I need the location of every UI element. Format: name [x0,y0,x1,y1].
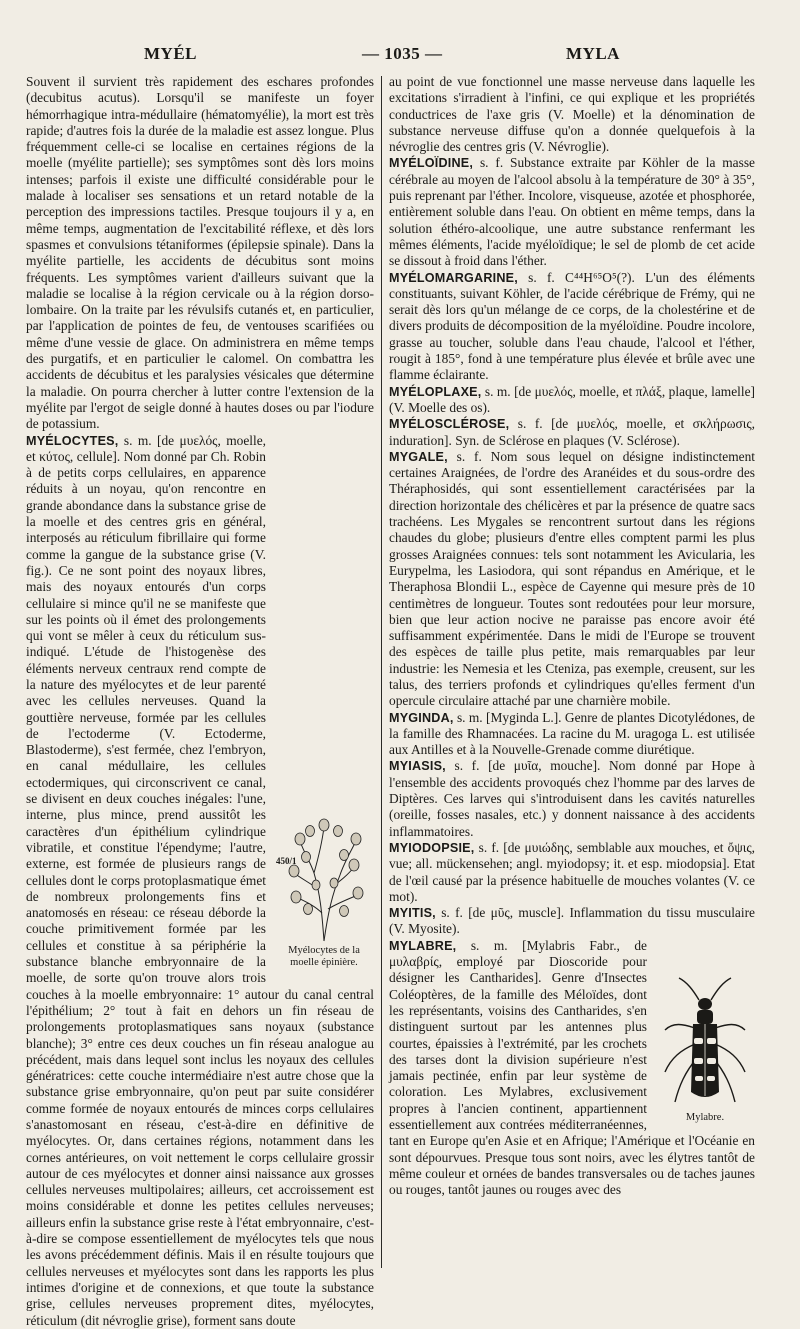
entry-myginda-body: s. m. [Myginda L.]. Genre de plantes Dicotylédones, de la famille des Rhamnacées. La racine du M. uragoga L. est utilisée aux Antilles et à la Nouvelle-Grenade comme diurétique. [389,709,755,758]
entry-myeloidine-body: s. f. Substance extraite par Köhler de la masse cérébrale au moyen de l'alcool absolu à la température de 30° à 35°, puis reprenant par l'éther. Incolore, visqueuse, azotée et phosphorée, entièrement soluble dans l'eau. On obtient en même temps, dans la solution éthéro-alcoolique, une autre substance renfermant les mêmes éléments, l'acide myéloïdique; le sel de plomb de cet acide se dissout à froid dans l'éther. [389,155,755,269]
headword-myeloplaxe: MYÉLOPLAXE, [389,384,482,399]
entry-myelomargarine-body: s. f. C⁴⁴H⁶⁵O⁵(?). L'un des éléments constituants, suivant Köhler, de l'acide cérébrique de Frémy, qui ne serait dès lors qu'un mélange de ce corps, de la cholestérine et de divers produits de décomposition de la myéloïdine. Poudre incolore, grasse au toucher, soluble dans l'eau chaude, l'alcool et l'éther, rougit à 185°, fond à une température plus élevée et brûle avec une flamme éclairante. [389,269,755,383]
entry-myiasis-body: s. f. [de μυῖα, mouche]. Nom donné par Hope à l'ensemble des accidents provoqués chez l'homme par des larves de Diptères. Ces larves qui s'introduisent dans les cavités naturelles (oreille, fosses nasales, etc.) y donnent naissance à des accidents inflammatoires. [389,758,755,839]
figure-scale: 450/1 [276,855,297,866]
headword-myelomargarine: MYÉLOMARGARINE, [389,270,518,285]
mylabre-beetle-illustration [655,974,755,1110]
headword-myeloidine: MYÉLOÏDINE, [389,156,474,171]
myelocytes-figure-caption: Myélocytes de la moelle épinière. [288,944,360,968]
header-left-word: MYÉL [144,44,197,63]
mylabre-figure-caption: Mylabre. [685,1111,725,1123]
entry-myelosclerose-body: s. f. [de μυελός, moelle, et σκλήρωσις, induration]. Syn. de Sclérose en plaques (V. Sclérose). [389,416,755,448]
headword-myelocytes: MYÉLOCYTES, [26,433,119,448]
myelite-continuation: Souvent il survient très rapidement des eschares profondes (decubitus acutus). Lorsqu'il se manifeste un foyer hémorrhagique intra-médullaire (hématomyélie), la mort est très rapide; d'autres fois la durée de la maladie est assez longue. Plus fréquemment celle-ci se localise en certaines régions de la moelle (myélite partielle); ses symptômes sont dès lors moins intenses; parfois il existe une difficulté considérable pour le malade à localiser ses sensations et un retard notable de la perception des impressions tactiles. Presque toujours il y a, en même temps, augmentation de l'excitabilité réflexe, et dès lors spasmes et convulsions tétaniformes (épilepsie spinale). Dans la myélite partielle, les accidents de décubitus sont moins fréquents. Les symptômes varient d'ailleurs suivant que la maladie se localise à la région cervicale ou à la région dorso-lombaire. On la traite par les révulsifs cutanés et, en particulier, par l'application de pointes de feu, de ventouses scarifiées ou même d'une vessie de glace. On administrera en même temps des purgatifs, et en particulier le calomel. On combattra les accidents de décubitus et les paralysies vésicales que détermine la maladie. On pourra chercher à lutter contre l'extension de la myélite par l'ergot de seigle donné à hautes doses ou par l'iodure de potassium. [26,74,374,432]
headword-myitis: MYITIS, [389,906,436,921]
right-column [389,74,755,1198]
entry-mygale-body: s. f. Nom sous lequel on désigne indistinctement certaines Araignées, de l'ordre des Aranéides et du sous-ordre des Théraphosidés, qui sont essentiellement caractérisées par la direction horizontale des chélicères et par la présence de quatre sacs trachéens. Les Mygales se rencontrent surtout dans les régions chaudes du globe; plusieurs d'entre elles comptent parmi les plus grosses Araignées connues: tels sont notamment les Avicularia, les Eurypelma, les Lasiodora, qui sont répandus en Amérique, et le Theraphosa Blondii L., espèce de Cayenne qui mesure près de 10 centimètres de longueur. Toutes sont redoutées pour leur morsure, bien que leur action nocive ne paraisse pas encore avoir été suffisamment expérimentée. Dans le midi de l'Europe se trouvent des espèces de taille plus petite, mais remarquables par leur industrie: les Nemesia et les Cteniza, pas exemple, creusent, sur les talus, des terriers profonds et cylindriques qu'elles ferment d'un opercule circulaire attaché par une charnière mobile. [389,448,755,709]
myelocytes-illustration [274,813,374,943]
entry-myiodopsie-body: s. f. [de μυιώδης, semblable aux mouches, et ὄψις, vue; all. mückensehen; angl. myiodopsy; it. et esp. miodopsia]. Etat de l'œil causé par la présence habituelle de mouches volantes (V. ce mot). [389,839,755,904]
myelocytes-continuation: au point de vue fonctionnel une masse nerveuse dans laquelle les excitations s'irradient à l'infini, ce qui explique et les propriétés conductrices de l'axe gris (V. Moelle) et la dénomination de substance nerveuse diffuse qu'on a donnée quelquefois à la névroglie des centres gris (V. Névroglie). [389,74,755,155]
entry-myeloplaxe-body: s. m. [de μυελός, moelle, et πλάξ, plaque, lamelle] (V. Moelle des os). [389,383,755,415]
entry-myitis-body: s. f. [de μῦς, muscle]. Inflammation du tissu musculaire (V. Myosite). [389,905,755,937]
headword-mylabre: MYLABRE, [389,938,457,953]
headword-myelosclerose: MYÉLOSCLÉROSE, [389,417,510,432]
column-divider [381,76,382,1268]
entry-myelocytes-body: s. m. [de μυελός, moelle, et κύτος, cellule]. Nom donné par Ch. Robin à de petits corps cellulaires, en apparence réduits à un noyau, qu'on rencontre en grande abondance dans la substance grise de la moelle et des centres gris en général, interposés au réticulum fibrillaire qui forme comme la gangue de la substance grise (V. fig.). Ce ne sont point des noyaux libres, mais des noyaux entourés d'un corps cellulaire si mince qu'il ne se manifeste que sur les points où il émet des prolongements qui vont se mêler à ceux du réticulum sus-indiqué. L'étude de l'histogenèse des éléments nerveux centraux rend compte de la nature des myélocytes et de leur parenté avec les cellules nerveuses. Quand la gouttière nerveuse, formée par les cellules de l'ectoderme (V. Ectoderme, Blastoderme), s'est fermée, chez l'embryon, en canal médullaire, les cellules ectodermiques, qui circonscrivent ce canal, se divisent en deux couches inégales: l'une, interne, plus mince, prend aussitôt les caractères d'un épithélium cylindrique vibratile, et constitue l'épendyme; l'autre, externe, est formée de plusieurs rangs de cellules dont le corps protoplasmatique émet de nombreux prolongements fins et anatomosés en réseau: ce réseau déborde la couche primitivement formée par les cellules et constitue à sa périphérie la substance blanche embryonnaire de la moelle, de sorte qu'on trouve alors trois couches à la moelle embryonnaire: 1° autour du canal central l'épithélium; 2° tout à fait en dehors un fin réseau de prolongements protoplasmatiques sans noyaux (substance blanche); 3° entre ces deux couches un fin réseau analogue au précédent, mais dans lequel sont inclus les noyaux des cellules génératrices: cette couche intermédiaire n'est autre chose que la substance grise embryonnaire, qu'on peut par suite considérer comme formée de noyaux entourés de minces corps cellulaires s'anastomosant en réseau, c'est-à-dire en définitive de myélocytes. Or, dans certaines régions, notamment dans les cornes antérieures, on voit nettement le corps cellulaire grossir autour de ces myélocytes et donner ainsi naissance aux grosses cellules nerveuses multipolaires; ailleurs, cet accroissement est moins considérable et donne les petites cellules nerveuses; ailleurs enfin la substance grise reste à l'état embryonnaire, c'est-à-dire se compose essentiellement de myélocytes tels que nous les avons précédemment définis. Mais il en résulte toujours que cellules nerveuses et myélocytes sont dans les rapports les plus intimes d'origine et de connexions, et que toute la substance grise, cellules nerveuses proprement dites, myélocytes, réticulum (dit névroglie grise), forment sans doute [26,432,374,1328]
entry-mylabre-body: s. m. [Mylabris Fabr., de μυλαβρίς, employé par Dioscoride pour désigner les Cantharides]. Genre d'Insectes Coléoptères, de la famille des Méloïdes, dont les représentants, voisins des Cantharides, s'en distinguent surtout par les antennes plus courtes, épaissies à l'extrémité, par les crochets des tarses dont la division supérieure n'est jamais pectinée, enfin par leur système de coloration. Les Mylabres, exclusivement propres à l'ancien continent, appartiennent essentiellement aux contrées méditerranéennes, tant en Europe qu'en Asie et en Afrique; l'Amérique et l'Océanie en sont dépourvues. Presque tous sont noirs, avec les élytres tantôt de même couleur et ornées de bandes transversales ou de taches jaunes ou rouges, tantôt jaunes ou rouges avec des [389,937,755,1198]
headword-mygale: MYGALE, [389,449,448,464]
mylabre-figure [655,974,755,1124]
headword-myiodopsie: MYIODOPSIE, [389,840,475,855]
page-number: — 1035 — [362,44,443,63]
headword-myiasis: MYIASIS, [389,759,446,774]
headword-myginda: MYGINDA, [389,710,454,725]
left-column [26,74,374,1329]
myelocytes-figure [274,813,374,969]
header-right-word: MYLA [566,44,620,63]
running-header [26,44,762,70]
